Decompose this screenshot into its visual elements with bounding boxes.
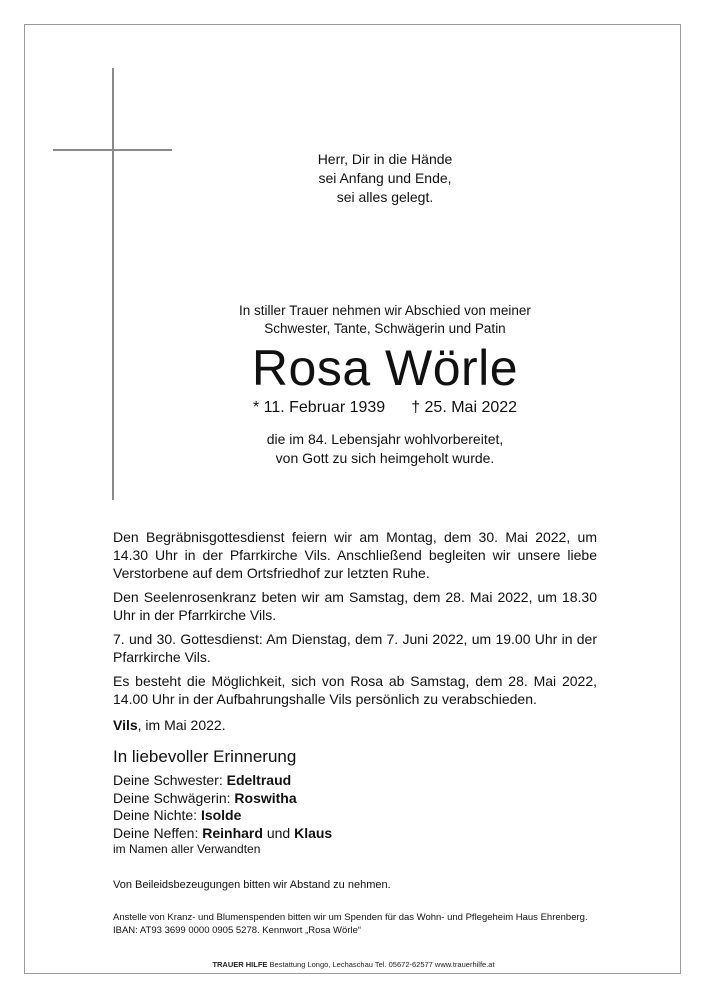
footer-funeral-home [0,960,707,970]
nephew-name-1: Reinhard [202,824,263,841]
place-name: Vils [113,717,138,733]
family-row-sister-in-law [113,790,332,808]
footer-brand: TRAUER HILFE [212,960,268,969]
family-list [113,772,332,842]
viewing-paragraph: Es besteht die Möglichkeit, sich von Rosa ab Samstag, dem 28. Mai 2022, 14.00 Uhr in der Aufbahrungshalle Vils persönlich zu verabschieden. [113,673,597,707]
intro-text [130,302,640,338]
verse-line-2: sei Anfang und Ende, [318,170,452,186]
intro-line-1: In stiller Trauer nehmen wir Abschied von meiner [239,303,531,318]
memorial-mass-paragraph: 7. und 30. Gottesdienst: Am Dienstag, dem 7. Juni 2022, um 19.00 Uhr in der Pfarrkirche Vils. [113,631,597,665]
sister-in-law-label: Deine Schwägerin: [113,789,235,806]
passing-line-1: die im 84. Lebensjahr wohlvorbereitet, [266,431,504,447]
family-row-sister [113,772,332,790]
funeral-paragraph: Den Begräbnisgottesdienst feiern wir am Montag, dem 30. Mai 2022, um 14.30 Uhr in der Pfarrkirche Vils. Anschließend begleiten wir unsere liebe Verstorbene auf dem Ortsfriedhof zur letzten Ruhe. [113,529,597,581]
family-row-niece [113,807,332,825]
niece-label: Deine Nichte: [113,807,201,823]
cross-vertical-beam [112,68,114,500]
niece-name: Isolde [200,807,242,823]
death-date: † 25. Mai 2022 [411,399,518,416]
donation-line-1: Anstelle von Kranz- und Blumenspenden bitten wir um Spenden für das Wohn- und Pflegeheim Haus Ehrenberg. [113,912,588,923]
passing-line-2: von Gott zu sich heimgeholt wurde. [275,450,495,466]
condolence-note: Von Beileidsbezeugungen bitten wir Abstand zu nehmen. [113,879,391,891]
deceased-name: Rosa Wörle [251,340,519,396]
donation-line-2: IBAN: AT93 3699 0000 0905 5278. Kennwort „Rosa Wörle“ [113,924,362,936]
announcement-body [113,528,597,714]
nephew-name-2: Klaus [294,824,333,841]
relatives-note: im Namen aller Verwandten [113,842,261,856]
sister-name: Edeltraud [226,772,292,788]
donation-note [113,912,613,937]
place-date [113,716,226,734]
sister-in-law-name: Roswitha [234,789,297,806]
memory-heading: In liebevoller Erinnerung [113,747,297,766]
footer-contact: Bestattung Longo, Lechaschau Tel. 05672-62577 www.trauerhilfe.at [267,960,495,969]
nephews-conjunction: und [262,824,295,841]
life-dates [130,398,640,418]
rosary-paragraph: Den Seelenrosenkranz beten wir am Samstag, dem 28. Mai 2022, um 18.30 Uhr in der Pfarrkirche Vils. [113,589,597,623]
birth-date: * 11. Februar 1939 [252,399,386,416]
nephews-label: Deine Neffen: [113,824,203,841]
family-row-nephews [113,825,332,843]
verse-line-1: Herr, Dir in die Hände [317,151,453,167]
date-text: , im Mai 2022. [137,717,226,733]
sister-label: Deine Schwester: [113,772,227,788]
verse-line-3: sei alles gelegt. [336,189,434,205]
passing-text [130,430,640,468]
intro-line-2: Schwester, Tante, Schwägerin und Patin [264,321,506,336]
verse [130,150,640,207]
